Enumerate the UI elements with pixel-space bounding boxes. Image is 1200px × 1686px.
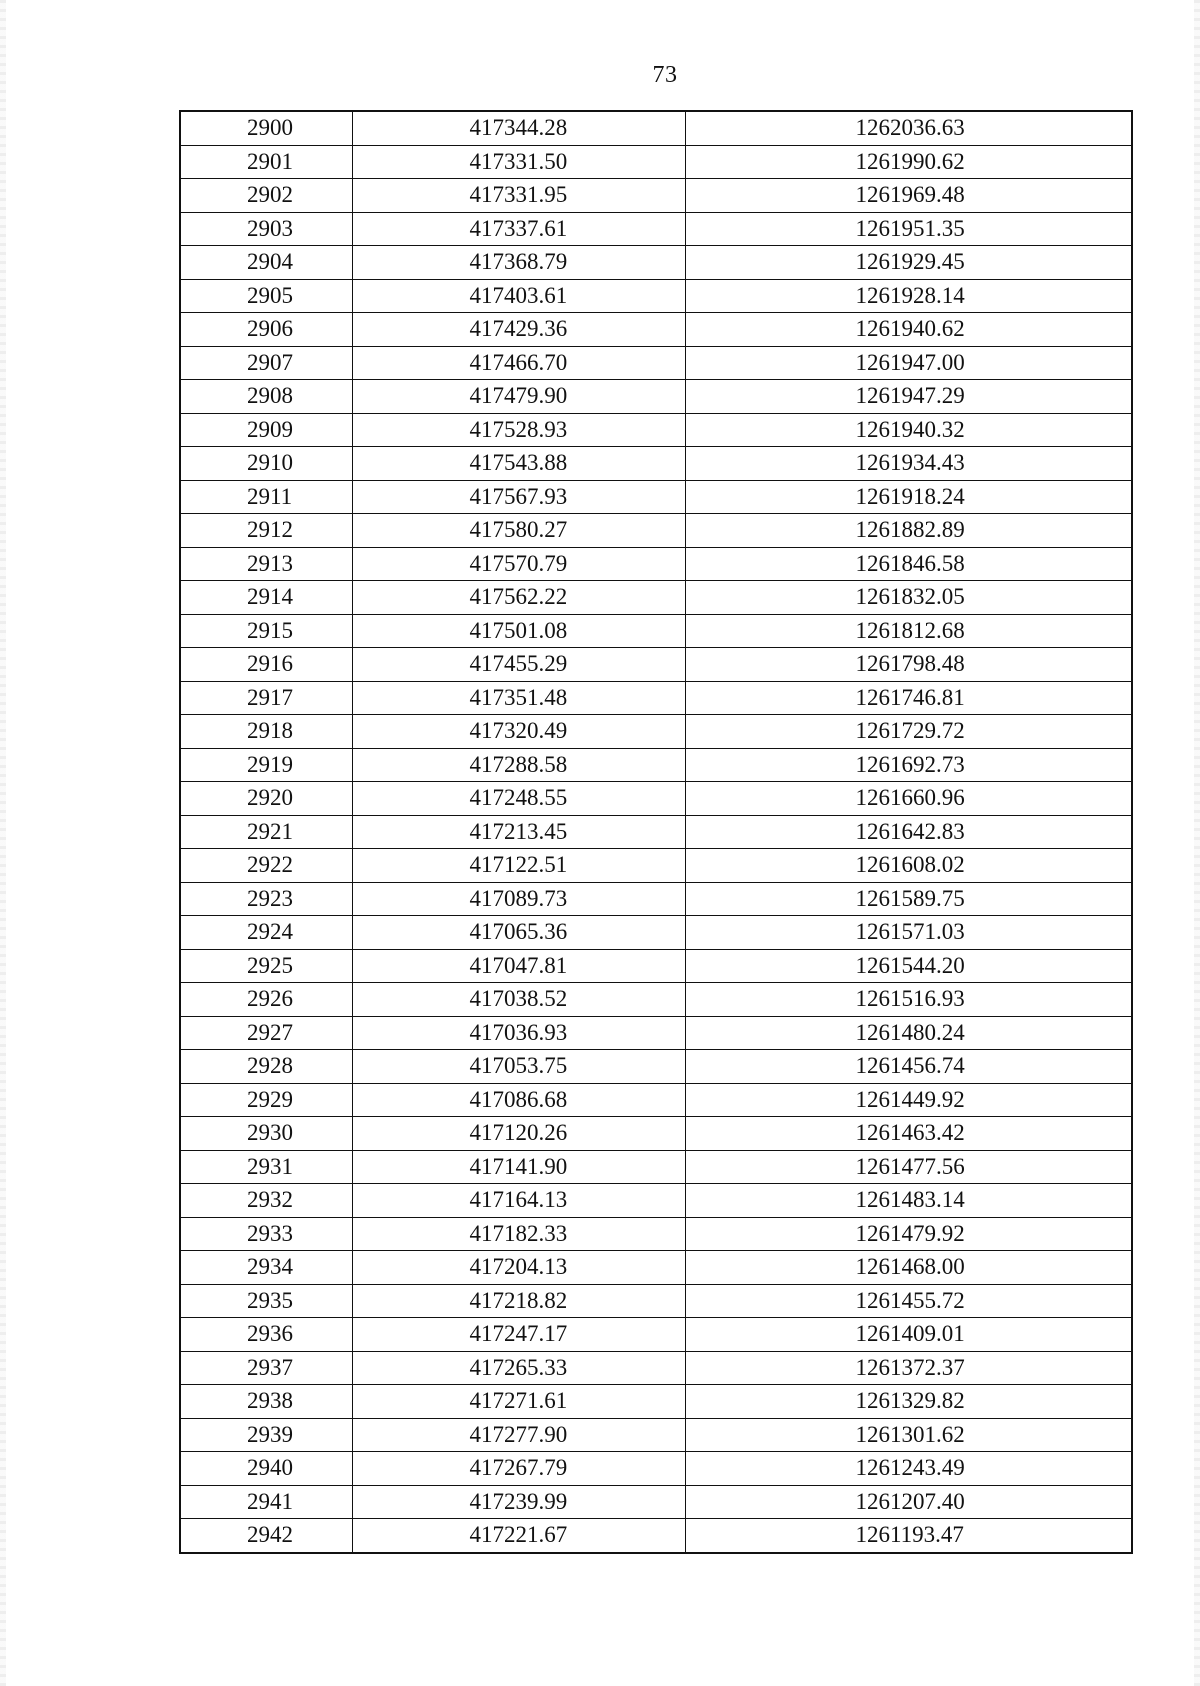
- point-id-cell: 2924: [180, 916, 352, 950]
- x-coordinate-cell: 417248.55: [352, 782, 685, 816]
- y-coordinate-cell: 1261479.92: [685, 1217, 1132, 1251]
- table-row: [180, 547, 1132, 581]
- table-row: [180, 111, 1132, 145]
- point-id-cell: 2916: [180, 648, 352, 682]
- table-row: [180, 1385, 1132, 1419]
- point-id-cell: 2922: [180, 849, 352, 883]
- y-coordinate-cell: 1261832.05: [685, 581, 1132, 615]
- y-coordinate-cell: 1261990.62: [685, 145, 1132, 179]
- table-row: [180, 1519, 1132, 1553]
- x-coordinate-cell: 417267.79: [352, 1452, 685, 1486]
- table-row: [180, 782, 1132, 816]
- point-id-cell: 2910: [180, 447, 352, 481]
- table-row: [180, 1452, 1132, 1486]
- y-coordinate-cell: 1261729.72: [685, 715, 1132, 749]
- table-row: [180, 413, 1132, 447]
- page-number: 73: [652, 62, 678, 88]
- point-id-cell: 2902: [180, 179, 352, 213]
- x-coordinate-cell: 417265.33: [352, 1351, 685, 1385]
- y-coordinate-cell: 1261329.82: [685, 1385, 1132, 1419]
- x-coordinate-cell: 417337.61: [352, 212, 685, 246]
- point-id-cell: 2939: [180, 1418, 352, 1452]
- y-coordinate-cell: 1261608.02: [685, 849, 1132, 883]
- x-coordinate-cell: 417570.79: [352, 547, 685, 581]
- x-coordinate-cell: 417580.27: [352, 514, 685, 548]
- point-id-cell: 2904: [180, 246, 352, 280]
- y-coordinate-cell: 1261456.74: [685, 1050, 1132, 1084]
- point-id-cell: 2917: [180, 681, 352, 715]
- point-id-cell: 2912: [180, 514, 352, 548]
- y-coordinate-cell: 1261846.58: [685, 547, 1132, 581]
- x-coordinate-cell: 417288.58: [352, 748, 685, 782]
- y-coordinate-cell: 1261477.56: [685, 1150, 1132, 1184]
- table-row: [180, 748, 1132, 782]
- point-id-cell: 2934: [180, 1251, 352, 1285]
- point-id-cell: 2919: [180, 748, 352, 782]
- table-row: [180, 581, 1132, 615]
- scan-edge-right: [1194, 0, 1200, 1686]
- y-coordinate-cell: 1261516.93: [685, 983, 1132, 1017]
- point-id-cell: 2907: [180, 346, 352, 380]
- y-coordinate-cell: 1261483.14: [685, 1184, 1132, 1218]
- y-coordinate-cell: 1261940.32: [685, 413, 1132, 447]
- point-id-cell: 2942: [180, 1519, 352, 1553]
- y-coordinate-cell: 1261409.01: [685, 1318, 1132, 1352]
- point-id-cell: 2918: [180, 715, 352, 749]
- x-coordinate-cell: 417479.90: [352, 380, 685, 414]
- x-coordinate-cell: 417271.61: [352, 1385, 685, 1419]
- table-row: [180, 1016, 1132, 1050]
- y-coordinate-cell: 1261455.72: [685, 1284, 1132, 1318]
- y-coordinate-cell: 1261934.43: [685, 447, 1132, 481]
- y-coordinate-cell: 1261193.47: [685, 1519, 1132, 1553]
- table-row: [180, 1117, 1132, 1151]
- point-id-cell: 2930: [180, 1117, 352, 1151]
- coordinate-table: [179, 110, 1133, 1554]
- table-row: [180, 614, 1132, 648]
- point-id-cell: 2940: [180, 1452, 352, 1486]
- table-row: [180, 681, 1132, 715]
- table-row: [180, 1485, 1132, 1519]
- point-id-cell: 2929: [180, 1083, 352, 1117]
- x-coordinate-cell: 417344.28: [352, 111, 685, 145]
- point-id-cell: 2913: [180, 547, 352, 581]
- point-id-cell: 2923: [180, 882, 352, 916]
- x-coordinate-cell: 417562.22: [352, 581, 685, 615]
- x-coordinate-cell: 417038.52: [352, 983, 685, 1017]
- point-id-cell: 2911: [180, 480, 352, 514]
- point-id-cell: 2933: [180, 1217, 352, 1251]
- x-coordinate-cell: 417141.90: [352, 1150, 685, 1184]
- coordinate-table-container: [179, 110, 1131, 1554]
- y-coordinate-cell: 1261940.62: [685, 313, 1132, 347]
- scan-edge-left: [0, 0, 6, 1686]
- y-coordinate-cell: 1261449.92: [685, 1083, 1132, 1117]
- table-row: [180, 1284, 1132, 1318]
- y-coordinate-cell: 1261544.20: [685, 949, 1132, 983]
- y-coordinate-cell: 1261692.73: [685, 748, 1132, 782]
- x-coordinate-cell: 417164.13: [352, 1184, 685, 1218]
- x-coordinate-cell: 417501.08: [352, 614, 685, 648]
- table-row: [180, 313, 1132, 347]
- x-coordinate-cell: 417089.73: [352, 882, 685, 916]
- table-row: [180, 1217, 1132, 1251]
- x-coordinate-cell: 417368.79: [352, 246, 685, 280]
- point-id-cell: 2920: [180, 782, 352, 816]
- table-row: [180, 648, 1132, 682]
- table-row: [180, 480, 1132, 514]
- x-coordinate-cell: 417047.81: [352, 949, 685, 983]
- table-row: [180, 983, 1132, 1017]
- y-coordinate-cell: 1261660.96: [685, 782, 1132, 816]
- y-coordinate-cell: 1261929.45: [685, 246, 1132, 280]
- table-row: [180, 1351, 1132, 1385]
- point-id-cell: 2927: [180, 1016, 352, 1050]
- y-coordinate-cell: 1261882.89: [685, 514, 1132, 548]
- point-id-cell: 2901: [180, 145, 352, 179]
- y-coordinate-cell: 1261812.68: [685, 614, 1132, 648]
- x-coordinate-cell: 417204.13: [352, 1251, 685, 1285]
- y-coordinate-cell: 1261947.00: [685, 346, 1132, 380]
- x-coordinate-cell: 417122.51: [352, 849, 685, 883]
- y-coordinate-cell: 1261372.37: [685, 1351, 1132, 1385]
- point-id-cell: 2903: [180, 212, 352, 246]
- point-id-cell: 2915: [180, 614, 352, 648]
- x-coordinate-cell: 417086.68: [352, 1083, 685, 1117]
- x-coordinate-cell: 417429.36: [352, 313, 685, 347]
- x-coordinate-cell: 417247.17: [352, 1318, 685, 1352]
- y-coordinate-cell: 1261589.75: [685, 882, 1132, 916]
- y-coordinate-cell: 1261951.35: [685, 212, 1132, 246]
- x-coordinate-cell: 417466.70: [352, 346, 685, 380]
- point-id-cell: 2938: [180, 1385, 352, 1419]
- table-row: [180, 1050, 1132, 1084]
- point-id-cell: 2932: [180, 1184, 352, 1218]
- y-coordinate-cell: 1261947.29: [685, 380, 1132, 414]
- point-id-cell: 2914: [180, 581, 352, 615]
- x-coordinate-cell: 417455.29: [352, 648, 685, 682]
- point-id-cell: 2935: [180, 1284, 352, 1318]
- table-row: [180, 849, 1132, 883]
- table-row: [180, 246, 1132, 280]
- table-row: [180, 1184, 1132, 1218]
- x-coordinate-cell: 417528.93: [352, 413, 685, 447]
- x-coordinate-cell: 417543.88: [352, 447, 685, 481]
- point-id-cell: 2900: [180, 111, 352, 145]
- table-row: [180, 949, 1132, 983]
- y-coordinate-cell: 1261918.24: [685, 480, 1132, 514]
- table-row: [180, 1083, 1132, 1117]
- table-row: [180, 715, 1132, 749]
- x-coordinate-cell: 417065.36: [352, 916, 685, 950]
- x-coordinate-cell: 417351.48: [352, 681, 685, 715]
- x-coordinate-cell: 417320.49: [352, 715, 685, 749]
- table-row: [180, 882, 1132, 916]
- y-coordinate-cell: 1261207.40: [685, 1485, 1132, 1519]
- x-coordinate-cell: 417277.90: [352, 1418, 685, 1452]
- point-id-cell: 2928: [180, 1050, 352, 1084]
- point-id-cell: 2906: [180, 313, 352, 347]
- y-coordinate-cell: 1261928.14: [685, 279, 1132, 313]
- y-coordinate-cell: 1261969.48: [685, 179, 1132, 213]
- table-row: [180, 1251, 1132, 1285]
- y-coordinate-cell: 1262036.63: [685, 111, 1132, 145]
- x-coordinate-cell: 417331.50: [352, 145, 685, 179]
- table-row: [180, 815, 1132, 849]
- point-id-cell: 2921: [180, 815, 352, 849]
- x-coordinate-cell: 417218.82: [352, 1284, 685, 1318]
- point-id-cell: 2908: [180, 380, 352, 414]
- table-row: [180, 380, 1132, 414]
- table-row: [180, 346, 1132, 380]
- x-coordinate-cell: 417053.75: [352, 1050, 685, 1084]
- x-coordinate-cell: 417182.33: [352, 1217, 685, 1251]
- point-id-cell: 2941: [180, 1485, 352, 1519]
- point-id-cell: 2925: [180, 949, 352, 983]
- table-row: [180, 1418, 1132, 1452]
- table-row: [180, 514, 1132, 548]
- table-row: [180, 1150, 1132, 1184]
- y-coordinate-cell: 1261480.24: [685, 1016, 1132, 1050]
- y-coordinate-cell: 1261746.81: [685, 681, 1132, 715]
- table-row: [180, 145, 1132, 179]
- y-coordinate-cell: 1261301.62: [685, 1418, 1132, 1452]
- x-coordinate-cell: 417213.45: [352, 815, 685, 849]
- table-row: [180, 279, 1132, 313]
- y-coordinate-cell: 1261571.03: [685, 916, 1132, 950]
- point-id-cell: 2909: [180, 413, 352, 447]
- x-coordinate-cell: 417331.95: [352, 179, 685, 213]
- x-coordinate-cell: 417567.93: [352, 480, 685, 514]
- y-coordinate-cell: 1261463.42: [685, 1117, 1132, 1151]
- point-id-cell: 2937: [180, 1351, 352, 1385]
- x-coordinate-cell: 417120.26: [352, 1117, 685, 1151]
- table-row: [180, 212, 1132, 246]
- point-id-cell: 2931: [180, 1150, 352, 1184]
- x-coordinate-cell: 417221.67: [352, 1519, 685, 1553]
- table-row: [180, 179, 1132, 213]
- table-row: [180, 916, 1132, 950]
- point-id-cell: 2936: [180, 1318, 352, 1352]
- y-coordinate-cell: 1261468.00: [685, 1251, 1132, 1285]
- y-coordinate-cell: 1261798.48: [685, 648, 1132, 682]
- point-id-cell: 2905: [180, 279, 352, 313]
- x-coordinate-cell: 417036.93: [352, 1016, 685, 1050]
- table-body: [180, 111, 1132, 1553]
- point-id-cell: 2926: [180, 983, 352, 1017]
- x-coordinate-cell: 417403.61: [352, 279, 685, 313]
- y-coordinate-cell: 1261642.83: [685, 815, 1132, 849]
- table-row: [180, 1318, 1132, 1352]
- y-coordinate-cell: 1261243.49: [685, 1452, 1132, 1486]
- x-coordinate-cell: 417239.99: [352, 1485, 685, 1519]
- table-row: [180, 447, 1132, 481]
